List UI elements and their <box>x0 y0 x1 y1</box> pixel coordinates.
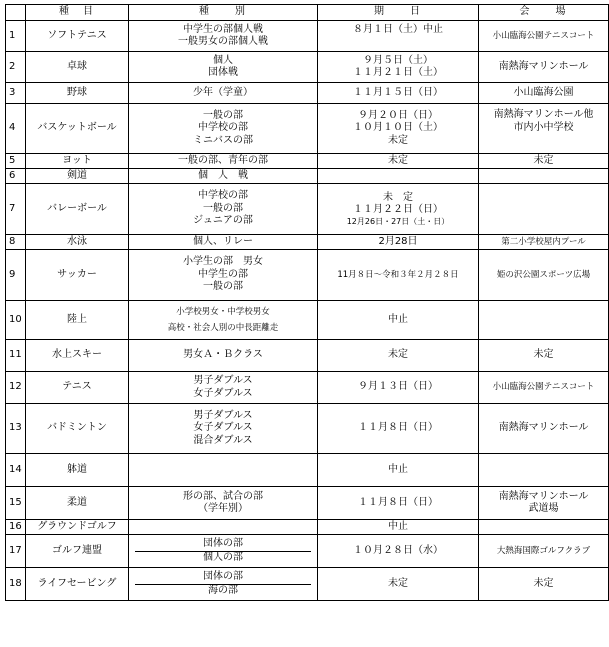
date-line: １１月２２日（日） <box>353 204 443 215</box>
event-name: バスケットボール <box>26 104 129 154</box>
category-cell <box>129 184 318 235</box>
venue-cell <box>479 454 609 487</box>
category-line: 小学生の部 男女 <box>183 256 263 268</box>
venue-cell <box>479 235 609 250</box>
table-row <box>6 52 609 83</box>
event-name: グラウンドゴルフ <box>26 520 129 535</box>
date-line: ９月２０日（日） <box>358 109 438 121</box>
date-line: １１月８日（日） <box>358 422 438 434</box>
date-line: 未定 <box>388 154 408 166</box>
category-line: 一般の部、青年の部 <box>178 154 268 166</box>
event-name: 剣道 <box>26 169 129 184</box>
venue-line: 南熱海マリンホール <box>498 490 589 502</box>
header-number <box>6 5 26 21</box>
date-cell <box>318 454 479 487</box>
category-cell <box>129 52 318 83</box>
row-number: 16 <box>6 520 26 535</box>
category-cell <box>129 487 318 520</box>
table-row <box>6 235 609 250</box>
category-cell <box>129 83 318 104</box>
venue-line: 未定 <box>533 577 554 589</box>
event-name: ゴルフ連盟 <box>26 535 129 568</box>
row-number: 15 <box>6 487 26 520</box>
table-row <box>6 21 609 52</box>
date-line: 未定 <box>388 349 408 361</box>
category-cell <box>129 404 318 454</box>
category-cell <box>129 169 318 184</box>
table-row <box>6 520 609 535</box>
date-cell <box>318 52 479 83</box>
venue-line: 小山臨海公園テニスコート <box>492 382 595 393</box>
date-cell <box>318 520 479 535</box>
header-category: 種 別 <box>129 5 318 21</box>
date-line: 2月28日 <box>378 235 418 247</box>
date-cell <box>318 250 479 301</box>
category-line: （学年別） <box>198 503 248 514</box>
event-name: 躰道 <box>26 454 129 487</box>
date-cell <box>318 83 479 104</box>
table-row <box>6 568 609 601</box>
venue-cell <box>479 21 609 52</box>
category-line: 個 人 戦 <box>198 169 248 181</box>
row-number: 7 <box>6 184 26 235</box>
table-row <box>6 104 609 154</box>
date-cell <box>318 154 479 169</box>
date-line: １０月２８日（水） <box>353 544 443 556</box>
date-cell <box>318 340 479 372</box>
date-cell <box>318 235 479 250</box>
category-line: 男女Ａ・Ｂクラス <box>183 349 263 361</box>
table-row <box>6 184 609 235</box>
category-line: 一般の部 <box>203 281 243 293</box>
date-cell <box>318 404 479 454</box>
category-cell <box>129 104 318 154</box>
date-line: １１月２１日（土） <box>353 67 443 78</box>
date-cell <box>318 184 479 235</box>
events-schedule-table <box>5 4 609 601</box>
category-cell <box>129 250 318 301</box>
category-line: ミニバスの部 <box>193 134 253 146</box>
row-number: 3 <box>6 83 26 104</box>
venue-line: 未定 <box>533 154 554 166</box>
date-cell <box>318 372 479 404</box>
table-row <box>6 535 609 568</box>
row-number: 18 <box>6 568 26 601</box>
category-line: 男子ダブルス <box>193 375 253 386</box>
venue-line: 姫の沢公園スポーツ広場 <box>496 269 591 280</box>
row-number: 13 <box>6 404 26 454</box>
category-line: 高校・社会人別の中長距離走 <box>167 322 279 333</box>
venue-line: 南熱海マリンホール他 <box>493 109 594 120</box>
table-row <box>6 250 609 301</box>
category-cell <box>129 340 318 372</box>
table-row <box>6 169 609 184</box>
category-line: 混合ダブルス <box>193 434 253 446</box>
category-line: 中学生の部 <box>198 268 248 280</box>
date-line: 11月８日～令和３年２月２８日 <box>337 269 459 280</box>
category-line: 中学校の部 <box>198 122 248 134</box>
header-venue: 会 場 <box>479 5 609 21</box>
event-name: 陸上 <box>26 301 129 340</box>
header-row <box>6 5 609 21</box>
category-line: 女子ダブルス <box>193 387 253 399</box>
row-number: 10 <box>6 301 26 340</box>
table-row <box>6 404 609 454</box>
event-name: 野球 <box>26 83 129 104</box>
category-line: 形の部、試合の部 <box>183 490 263 502</box>
row-number: 9 <box>6 250 26 301</box>
category-line: 団体戦 <box>208 67 238 78</box>
event-name: ソフトテニス <box>26 21 129 52</box>
venue-line: 南熱海マリンホール <box>498 422 589 434</box>
venue-line: 大熱海国際ゴルフクラブ <box>496 545 591 556</box>
table-row <box>6 154 609 169</box>
category-cell <box>129 568 318 601</box>
row-number: 8 <box>6 235 26 250</box>
category-cell <box>129 372 318 404</box>
event-name: 水上スキー <box>26 340 129 372</box>
date-line: 中止 <box>388 520 408 532</box>
table-row <box>6 340 609 372</box>
category-line: 中学校の部 <box>198 190 248 202</box>
category-line: 団体の部 <box>135 538 311 552</box>
event-name: サッカー <box>26 250 129 301</box>
venue-cell <box>479 104 609 154</box>
date-cell <box>318 535 479 568</box>
category-line: 小学校男女・中学校男女 <box>176 306 270 317</box>
date-line: ９月５日（土） <box>363 54 433 66</box>
row-number: 14 <box>6 454 26 487</box>
venue-cell <box>479 250 609 301</box>
category-line: 団体の部 <box>135 571 311 585</box>
date-line: １１月８日（日） <box>358 496 438 508</box>
category-cell <box>129 301 318 340</box>
venue-cell <box>479 487 609 520</box>
venue-cell <box>479 184 609 235</box>
event-name: バレーボール <box>26 184 129 235</box>
category-cell <box>129 520 318 535</box>
category-cell <box>129 535 318 568</box>
venue-cell <box>479 83 609 104</box>
venue-line: 第二小学校屋内プール <box>501 236 586 247</box>
event-name: ヨット <box>26 154 129 169</box>
row-number: 4 <box>6 104 26 154</box>
row-number: 6 <box>6 169 26 184</box>
date-cell <box>318 301 479 340</box>
category-line: 一般の部 <box>203 109 243 121</box>
date-line: 未 定 <box>383 191 413 203</box>
table-row <box>6 83 609 104</box>
category-line: 男子ダブルス <box>193 409 253 421</box>
date-line: 未定 <box>388 134 408 146</box>
event-name: 柔道 <box>26 487 129 520</box>
row-number: 5 <box>6 154 26 169</box>
date-cell <box>318 487 479 520</box>
venue-cell <box>479 520 609 535</box>
venue-cell <box>479 154 609 169</box>
table-row <box>6 372 609 404</box>
date-line: 中止 <box>388 463 408 475</box>
category-line: 少年（学童） <box>193 86 253 98</box>
venue-line: 武道場 <box>528 503 559 514</box>
row-number: 11 <box>6 340 26 372</box>
header-event: 種 目 <box>26 5 129 21</box>
venue-cell <box>479 169 609 184</box>
category-line: 女子ダブルス <box>193 422 253 434</box>
event-name: テニス <box>26 372 129 404</box>
header-date: 期 日 <box>318 5 479 21</box>
venue-cell <box>479 535 609 568</box>
category-cell <box>129 21 318 52</box>
category-line: 一般男女の部個人戦 <box>178 36 268 47</box>
category-line: 海の部 <box>208 584 238 596</box>
venue-line: 市内小中学校 <box>513 121 574 133</box>
venue-line: 未定 <box>533 349 554 361</box>
date-line: 12月26日・27日（土・日） <box>346 216 450 226</box>
category-line: 個人 <box>213 54 233 66</box>
date-line: ８月１日（土）中止 <box>353 24 443 35</box>
row-number: 1 <box>6 21 26 52</box>
venue-line: 小山臨海公園テニスコート <box>492 30 595 41</box>
table-row <box>6 301 609 340</box>
venue-cell <box>479 340 609 372</box>
category-line: 中学生の部個人戦 <box>183 23 263 35</box>
event-name: バドミントン <box>26 404 129 454</box>
category-line: 個人の部 <box>203 551 243 563</box>
category-line: 個人、リレー <box>193 235 253 247</box>
category-cell <box>129 154 318 169</box>
category-cell <box>129 235 318 250</box>
venue-cell <box>479 568 609 601</box>
venue-cell <box>479 52 609 83</box>
venue-cell <box>479 372 609 404</box>
date-cell <box>318 568 479 601</box>
venue-cell <box>479 404 609 454</box>
date-cell <box>318 169 479 184</box>
date-line: 中止 <box>388 313 408 325</box>
venue-cell <box>479 301 609 340</box>
event-name: 水泳 <box>26 235 129 250</box>
date-line: １１月１５日（日） <box>353 86 443 98</box>
category-cell <box>129 454 318 487</box>
date-cell <box>318 21 479 52</box>
date-line: 未定 <box>388 577 408 589</box>
date-line: ９月１３日（日） <box>358 381 438 393</box>
date-cell <box>318 104 479 154</box>
event-name: 卓球 <box>26 52 129 83</box>
row-number: 2 <box>6 52 26 83</box>
date-line: １０月１０日（土） <box>353 122 443 134</box>
table-row <box>6 487 609 520</box>
category-line: ジュニアの部 <box>193 215 253 227</box>
table-row <box>6 454 609 487</box>
event-name: ライフセービング <box>26 568 129 601</box>
venue-line: 南熱海マリンホール <box>498 60 589 72</box>
row-number: 17 <box>6 535 26 568</box>
category-line: 一般の部 <box>203 202 243 214</box>
row-number: 12 <box>6 372 26 404</box>
venue-line: 小山臨海公園 <box>513 86 574 98</box>
